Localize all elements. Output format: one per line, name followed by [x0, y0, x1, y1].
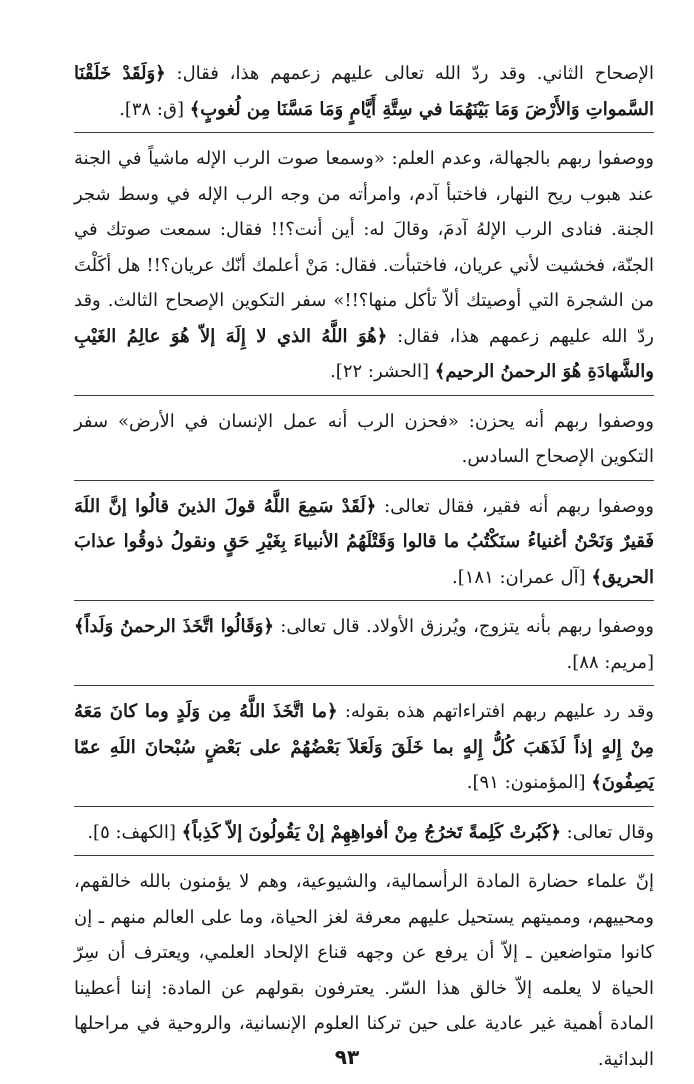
body-text: [74, 56, 654, 1077]
text-run: ووصفوا ربهم بأنه يتزوج، ويُرزق الأولاد. قال تعالى:: [273, 616, 654, 637]
page-number: ٩٣: [334, 1045, 360, 1069]
divider: [74, 806, 654, 807]
divider: [74, 395, 654, 396]
text-run: إنّ علماء حضارة المادة الرأسمالية، والشيوعية، وهم لا يؤمنون بالله خالقهم، ومحييهم، ومميتهم يستحيل عليهم معرفة لغز الحياة، وما على العالم منهم ـ إن كانوا متواضعين ـ إلاّ أن يرفع عن وجهه قناع الإلحاد العلمي، ويعترف أن سِرّ الحياة لا يعلمه إلاّ خالق هذا السّر. يعترفون بقولهم عن المادة: إننا أعطينا المادة أهمية غير عادية على حين تركنا العلوم الإنسانية، والروحية في مراحلها البدائية.: [74, 871, 654, 1070]
quran-verse: ﴿وَقَالُوا اتَّخَذَ الرحمنُ وَلَداً﴾: [74, 616, 274, 637]
divider: [74, 480, 654, 481]
text-run: ووصفوا ربهم بالجهالة، وعدم العلم: «وسمعا صوت الرب الإله ماشياً في الجنة عند هبوب ريح النهار، فاختبأ آدم، وامرأته من وجه الرب الإله في وسط شجر الجنة. فنادى الرب الإلهُ آدمَ، وقالَ له: أين أنت؟!! فقال: سمعت صوتك في الجنّة، فخشيت لأني عريان، فاختبأت. فقال: مَنْ أعلمك أنّك عريان؟!! هل أكَلْتَ من الشجرة التي أوصيتك ألاّ تأكل منها؟!!» سفر التكوين الإصحاح الثالث. وقد ردّ الله عليهم زعمهم هذا، فقال:: [74, 148, 654, 347]
citation: [مريم: ٨٨].: [566, 651, 654, 673]
divider: [74, 132, 654, 133]
divider: [74, 685, 654, 686]
citation: [المؤمنون: ٩١].: [466, 772, 592, 793]
paragraph-5: [74, 609, 654, 680]
quran-verse: ﴿وَلَقَدْ خَلَقْنَا السَّمواتِ وَالأَرْضَ وَمَا بَيْنَهُمَا في سِتَّةِ أَيَّامٍ وَمَا مَسَّنَا مِن لُغوبٍ﴾: [74, 63, 654, 120]
paragraph-3: [74, 404, 654, 475]
citation: [ق: ٣٨].: [119, 98, 190, 120]
quran-verse: ﴿ما اتَّخَذَ اللَّهُ مِن وَلَدٍ وما كانَ مَعَهُ مِنْ إِلهٍ إذاً لَذَهَبَ كُلُّ إِلهٍ بما خَلَقَ وَلَعَلاَ بَعْضُهُمْ على بَعْضٍ سُبْحانَ اللَهِ عمّا يَصِفُونَ﴾: [74, 701, 654, 793]
paragraph-1: [74, 56, 654, 127]
quran-verse: ﴿هُوَ اللَّهُ الذي لا إِلَهَ إلاّ هُوَ عالِمُ الغَيْبِ والشَّهادَةِ هُوَ الرحمنُ الرحيم﴾: [74, 325, 654, 382]
citation: [آل عمران: ١٨١].: [451, 566, 592, 588]
divider: [74, 855, 654, 856]
text-run: ووصفوا ربهم أنه يحزن: «فحزن الرب أنه عمل الإنسان في الأرض» سفر التكوين الإصحاح السادس.: [74, 410, 654, 467]
text-run: الإصحاح الثاني. وقد ردّ الله تعالى عليهم زعمهم هذا، فقال:: [165, 63, 654, 84]
paragraph-7: [74, 815, 654, 851]
quran-verse: ﴿لَقَدْ سَمِعَ اللَّهُ قولَ الذينَ قالُوا إنَّ اللَهَ فَقيرٌ وَنَحْنُ أغنياءُ سنَكْتُبُ ما قالوا وَقَتْلَهُمُ الأنبياءَ بِغَيْرِ حَقٍ ونقولُ ذوقُوا عذابَ الحريق﴾: [74, 495, 654, 588]
paragraph-2: [74, 141, 654, 390]
divider: [74, 600, 654, 601]
citation: [الحشر: ٢٢].: [330, 361, 435, 382]
paragraph-4: [74, 489, 654, 596]
text-run: وقال تعالى:: [560, 821, 654, 843]
quran-verse: ﴿كَبُرتْ كَلِمةً تَخرُجُ مِنْ أفواهِهِمْ إنْ يَقُولُونَ إلاّ كَذِباً﴾: [181, 821, 561, 843]
paragraph-6: [74, 694, 654, 801]
text-run: ووصفوا ربهم أنه فقير، فقال تعالى:: [376, 495, 654, 517]
text-run: وقد رد عليهم ربهم افتراءاتهم هذه بقوله:: [337, 701, 654, 722]
citation: [الكهف: ٥].: [87, 821, 182, 843]
